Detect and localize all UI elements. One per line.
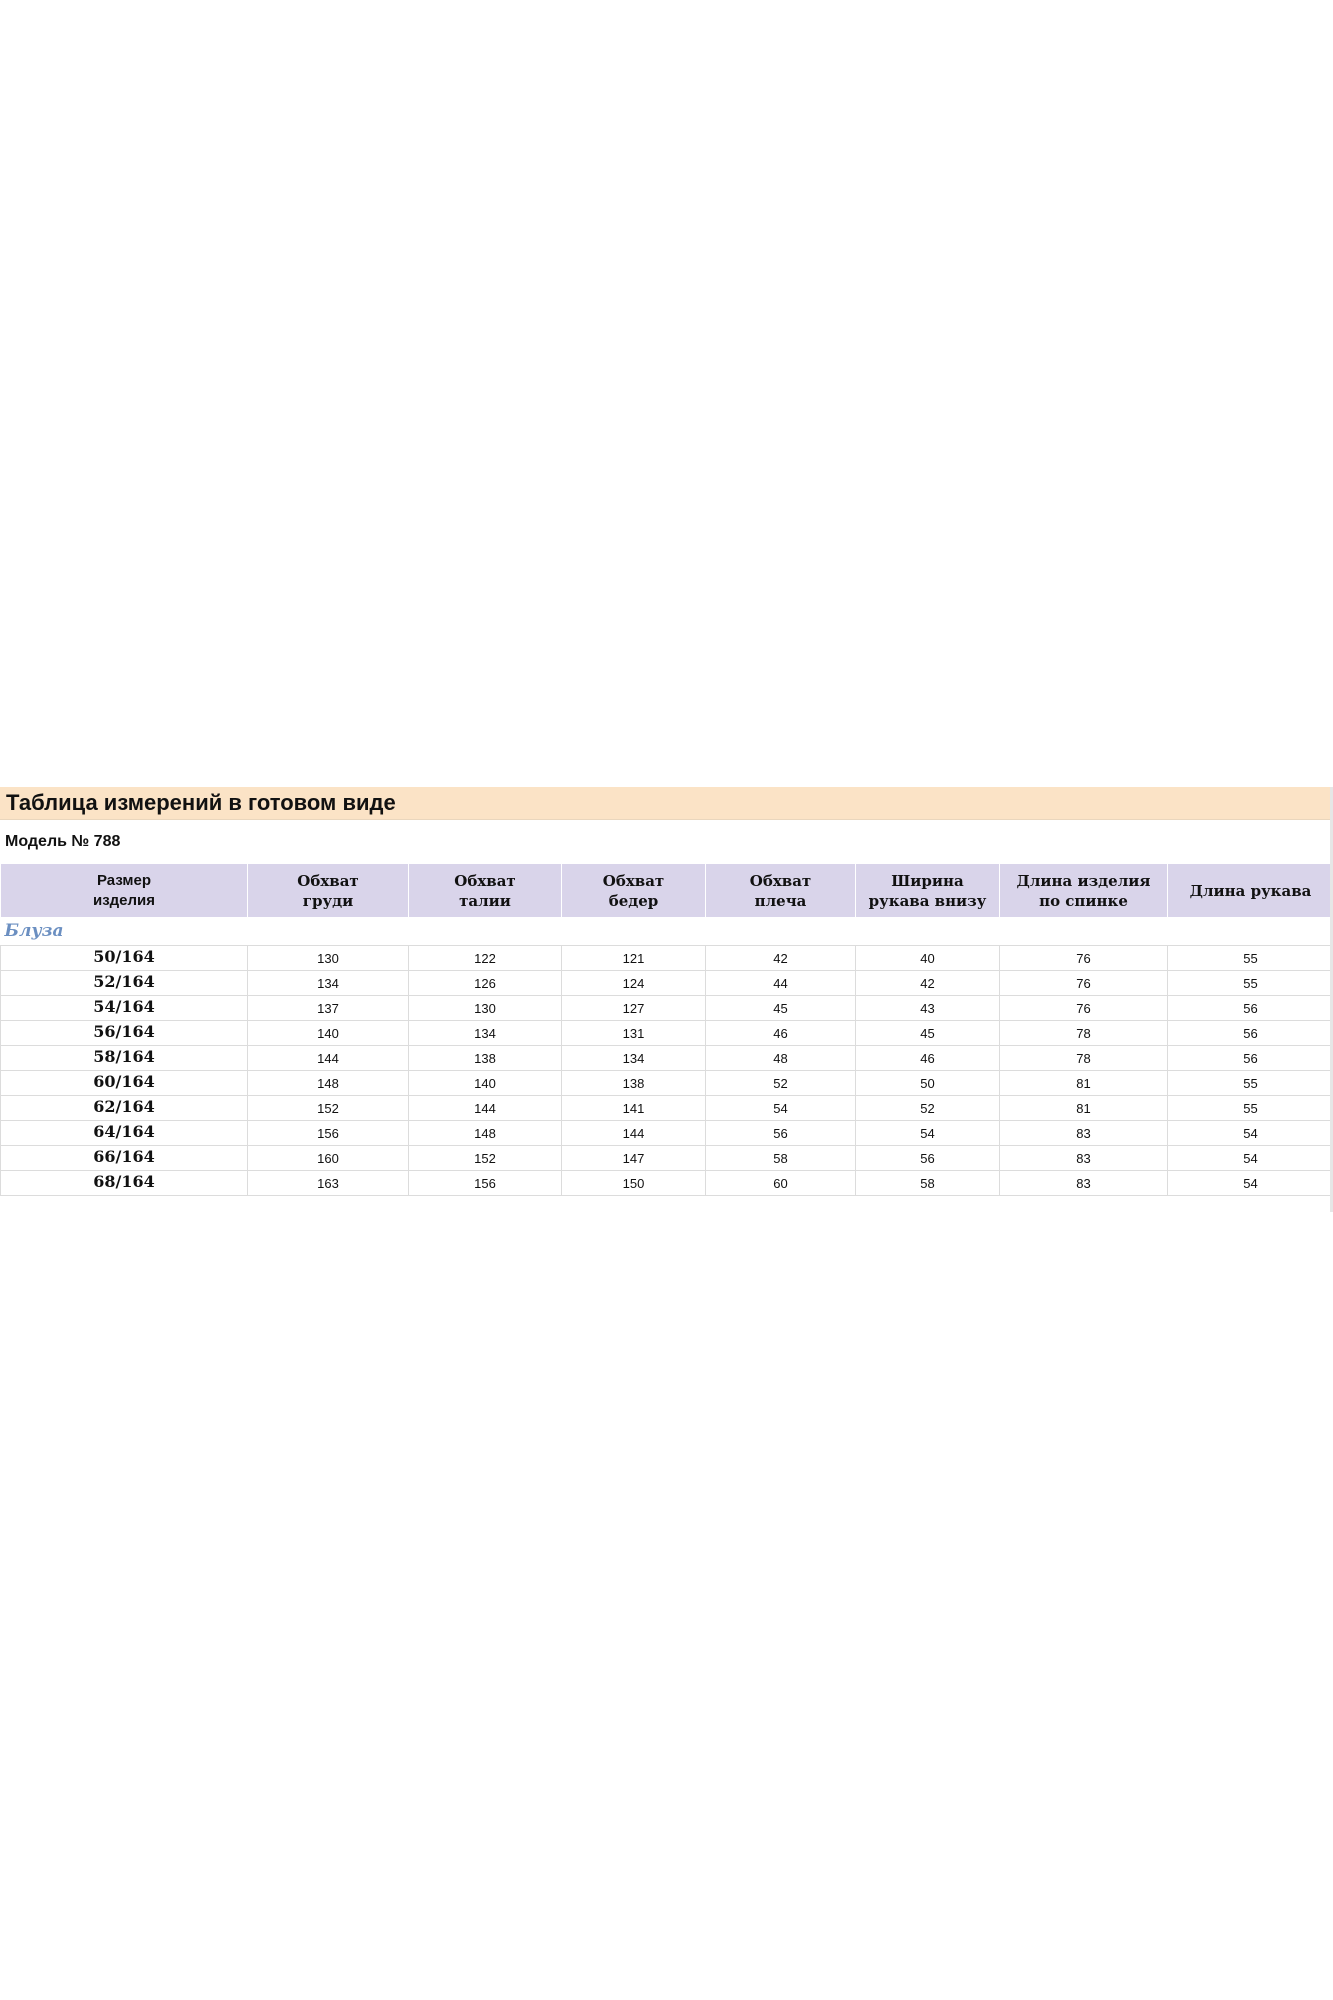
cell-waist: 140 — [409, 1071, 562, 1096]
cell-size: 56/164 — [1, 1021, 248, 1046]
cell-hips: 131 — [562, 1021, 706, 1046]
cell-chest: 152 — [248, 1096, 409, 1121]
cell-hips: 144 — [562, 1121, 706, 1146]
cell-sleeve-length: 55 — [1168, 971, 1333, 996]
table-row — [1, 971, 1333, 996]
cell-sleeve-length: 56 — [1168, 1021, 1333, 1046]
cell-shoulder: 56 — [706, 1121, 856, 1146]
cell-sleeve-width: 43 — [856, 996, 1000, 1021]
cell-back-length: 78 — [1000, 1046, 1168, 1071]
cell-waist: 130 — [409, 996, 562, 1021]
cell-waist: 126 — [409, 971, 562, 996]
cell-chest: 144 — [248, 1046, 409, 1071]
cell-sleeve-length: 54 — [1168, 1146, 1333, 1171]
cell-chest: 156 — [248, 1121, 409, 1146]
cell-back-length: 81 — [1000, 1071, 1168, 1096]
cell-back-length: 76 — [1000, 946, 1168, 971]
cell-size: 68/164 — [1, 1171, 248, 1196]
table-row — [1, 1096, 1333, 1121]
header-row — [1, 864, 1333, 917]
cell-sleeve-width: 58 — [856, 1171, 1000, 1196]
cell-shoulder: 45 — [706, 996, 856, 1021]
cell-hips: 124 — [562, 971, 706, 996]
group-row — [1, 917, 1333, 946]
header-size: Размер изделия — [1, 864, 248, 917]
cell-sleeve-width: 46 — [856, 1046, 1000, 1071]
header-sleeve-width: Ширина рукава внизу — [856, 864, 1000, 917]
model-number: Модель № 788 — [5, 833, 121, 850]
table-row — [1, 1021, 1333, 1046]
header-waist: Обхват талии — [409, 864, 562, 917]
cell-sleeve-width: 56 — [856, 1146, 1000, 1171]
cell-sleeve-width: 54 — [856, 1121, 1000, 1146]
cell-size: 58/164 — [1, 1046, 248, 1071]
size-table — [0, 864, 1333, 1196]
cell-sleeve-length: 55 — [1168, 1096, 1333, 1121]
cell-waist: 144 — [409, 1096, 562, 1121]
cell-hips: 127 — [562, 996, 706, 1021]
cell-waist: 148 — [409, 1121, 562, 1146]
cell-size: 66/164 — [1, 1146, 248, 1171]
cell-hips: 138 — [562, 1071, 706, 1096]
cell-back-length: 76 — [1000, 971, 1168, 996]
table-row — [1, 1071, 1333, 1096]
cell-shoulder: 58 — [706, 1146, 856, 1171]
measurement-sheet — [0, 787, 1333, 1196]
header-chest: Обхват груди — [248, 864, 409, 917]
cell-size: 62/164 — [1, 1096, 248, 1121]
cell-chest: 160 — [248, 1146, 409, 1171]
cell-size: 52/164 — [1, 971, 248, 996]
table-header — [1, 864, 1333, 917]
cell-shoulder: 44 — [706, 971, 856, 996]
cell-back-length: 83 — [1000, 1171, 1168, 1196]
cell-sleeve-width: 45 — [856, 1021, 1000, 1046]
cell-shoulder: 42 — [706, 946, 856, 971]
cell-chest: 130 — [248, 946, 409, 971]
model-line — [0, 820, 1333, 864]
cell-sleeve-length: 55 — [1168, 1071, 1333, 1096]
cell-hips: 141 — [562, 1096, 706, 1121]
table-row — [1, 996, 1333, 1021]
cell-shoulder: 46 — [706, 1021, 856, 1046]
cell-hips: 147 — [562, 1146, 706, 1171]
cell-chest: 134 — [248, 971, 409, 996]
table-body — [1, 917, 1333, 1196]
cell-sleeve-width: 50 — [856, 1071, 1000, 1096]
cell-back-length: 81 — [1000, 1096, 1168, 1121]
cell-sleeve-length: 56 — [1168, 1046, 1333, 1071]
table-row — [1, 1171, 1333, 1196]
cell-sleeve-length: 54 — [1168, 1171, 1333, 1196]
table-row — [1, 1046, 1333, 1071]
table-row — [1, 1146, 1333, 1171]
cell-sleeve-width: 42 — [856, 971, 1000, 996]
cell-sleeve-length: 54 — [1168, 1121, 1333, 1146]
cell-back-length: 78 — [1000, 1021, 1168, 1046]
cell-waist: 152 — [409, 1146, 562, 1171]
cell-shoulder: 60 — [706, 1171, 856, 1196]
header-sleeve-length: Длина рукава — [1168, 864, 1333, 917]
header-shoulder: Обхват плеча — [706, 864, 856, 917]
cell-hips: 150 — [562, 1171, 706, 1196]
cell-shoulder: 52 — [706, 1071, 856, 1096]
cell-chest: 140 — [248, 1021, 409, 1046]
table-row — [1, 1121, 1333, 1146]
cell-waist: 134 — [409, 1021, 562, 1046]
cell-waist: 156 — [409, 1171, 562, 1196]
header-hips: Обхват бедер — [562, 864, 706, 917]
cell-sleeve-length: 56 — [1168, 996, 1333, 1021]
group-label: Блуза — [1, 917, 1333, 946]
cell-shoulder: 48 — [706, 1046, 856, 1071]
cell-size: 54/164 — [1, 996, 248, 1021]
cell-sleeve-width: 40 — [856, 946, 1000, 971]
cell-shoulder: 54 — [706, 1096, 856, 1121]
cell-chest: 163 — [248, 1171, 409, 1196]
cell-size: 64/164 — [1, 1121, 248, 1146]
cell-hips: 134 — [562, 1046, 706, 1071]
title-bar — [0, 787, 1333, 820]
cell-chest: 148 — [248, 1071, 409, 1096]
table-row — [1, 946, 1333, 971]
header-back-length: Длина изделия по спинке — [1000, 864, 1168, 917]
page-title: Таблица измерений в готовом виде — [6, 790, 396, 815]
cell-size: 60/164 — [1, 1071, 248, 1096]
cell-back-length: 83 — [1000, 1146, 1168, 1171]
cell-chest: 137 — [248, 996, 409, 1021]
cell-hips: 121 — [562, 946, 706, 971]
cell-waist: 122 — [409, 946, 562, 971]
cell-sleeve-width: 52 — [856, 1096, 1000, 1121]
cell-back-length: 76 — [1000, 996, 1168, 1021]
cell-size: 50/164 — [1, 946, 248, 971]
cell-back-length: 83 — [1000, 1121, 1168, 1146]
cell-waist: 138 — [409, 1046, 562, 1071]
cell-sleeve-length: 55 — [1168, 946, 1333, 971]
